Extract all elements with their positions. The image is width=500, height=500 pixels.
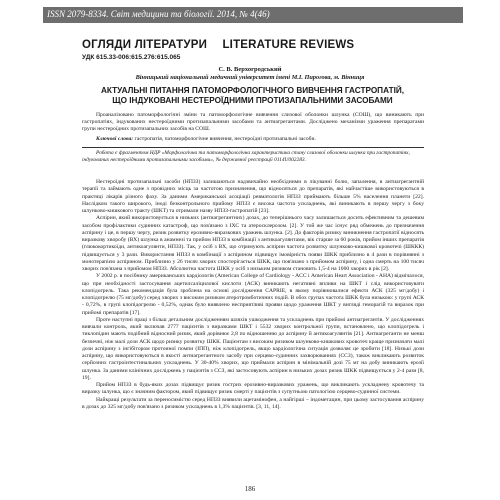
article-abstract: Проаналізовано патоморфологічні зміни та патоморфологічне вивчення слизової оболонки шлунка (СОШ), що виникають при гастропатіях, індукованих нестероїдними протизапальними засобами та антиагрегантами. Досліджено механізми ураження препаратами групи нестероїдних протизапальних засобів на СОШ. [82, 112, 424, 133]
section-title-en: LITERATURE REVIEWS [222, 39, 355, 51]
body-paragraph: Аспірин, який використовується в низьких (антиагрегантних) дозах, до теперішнього часу залишається досить ефективним та дешевим засобом профілактики судинних катастроф, що пов'язано з ІХС та атеросклерозом. [2]. У той же час існує ряд обмежень до призначення аспірину і це, в першу чергу, ризик розвитку ерозивно-виразкових уражень шлунка. [2]. До факторів ризику виникнення гастропатії відносять виразкову хворобу (ВХ) шлунка в анамнезі та прийом НПЗЗ в комбінації з антикоагулянтами, вік старше за 60 років, прийом інших препаратів (глюкокортикоїди, антикоагулянти, НПЗЗ). Так, у осіб з ВХ, що отримують аспірин частота розвитку шлунково-кишкової кровотечі (ШККК) підвищується у 3 рази. Використання НПЗЗ в комбінації з аспірином підвищує імовірність появи ШКК приблизно в 4 рази в порівнянні з монотерапією аспірином. Приблизно у 26 тисяч хворих спостерігається ШКК, що пов'язано з прийомом аспірину, і одна смерть на 100 тисяч хворих пов'язана з прийомом НПЗЗ. Абсолютна частота ШКК у осіб з низьким ризиком становить 1,5-4 на 1000 хворих в рік [2]. [82, 215, 424, 272]
page-number: 186 [244, 485, 256, 493]
article-affiliation: Вінницький національний медичний університет імені М.І. Пирогова, м. Вінниця [135, 74, 365, 81]
udk-code: УДК 615.33-006:615.276:615.065 [82, 54, 181, 61]
keywords-text: гастропатія, патоморфологічне вивчення, нестероїдні протизапальні засоби. [134, 136, 316, 142]
article-title: АКТУАЛЬНІ ПИТАННЯ ПАТОМОРФОЛОГІЧНОГО ВИВЧЕННЯ ГАСТРОПАТІЙ, ЩО ІНДУКОВАНІ НЕСТЕРОЇДНИМИ ПРОТИЗАПАЛЬНИМИ ЗАСОБАМИ [100, 86, 405, 105]
article-authors: С. В. Верхогродський [218, 66, 282, 73]
body-paragraph: Проте наступні праці з більш детальним дослідженням шляхів ушкодження та ускладнень при прийомі антиагрегантів. У дослідженнях вивчали контроль, який включав 2777 пацієнтів з виразками ШКТ і 5532 хворих контрольної групи, встановлено, що клопідогрель і тиклопідин мають подібний відносний ризик, який дорівнює 2,8 по відношенню до аспірину й антикоагулянтів [21]. Антиагреганти не менш безпечні, ніж малі дози АСК щодо ризику розвитку ШКК. Пацієнтам з високим ризиком шлунково-кишкових кровотеч краще призначати малі дози аспірину з інгібітором протонної помпи (ІПП), ніж клопідогрель, якщо кардіологічна ситуація дозволяє це зробити [18]. Низькі дози аспірину, що використовуються в якості антиагрегантного засобу при серцево-судинних захворюваннях (ССЗ), також викликають розвиток серйозних гастроінтестинальних ускладнень. У 30-40% хворих, що приймали аспірин в мінімальній дозі 75 мг на добу виникають ерозії шлунка. За даними клінічних досліджень у пацієнтів з ССЗ, які застосовують аспірин в низьких дозах ризик ШКК підвищується у 2-4 рази [8, 19]. [82, 316, 424, 381]
divider-line [82, 147, 424, 148]
body-paragraph: Найкращі результати за переносимістю серед НПЗЗ виявили ацетамінофен, а найгірші – індометацин, при цьому застосування аспірину в дозах до 325 мг/добу пов'язано з ризиком ускладнень в 1,3% пацієнтів. [3, 11, 14]. [82, 396, 424, 410]
article-body [82, 179, 424, 411]
section-heading [82, 39, 366, 51]
research-footnote: Робота є фрагментом НДР «Морфологічна та патоморфологічна характеристика стану слизової оболонки шлунка при гастропатіях, індукованих нестероїдними протизапальними засобами», № державної реєстрації 0114U002283. [82, 150, 410, 163]
body-paragraph: Нестероїдні протизапальні засоби (НПЗЗ) залишаються надзвичайно необхідними в лікуванні болю, запалення, в антиагрегантній терапії та займають одне з провідних місць за частотою призначення, що відносяться до препаратів, які найчастіше використовуються в практиці лікарів різного фаху. За даними Американської асоціації ревматологів НПЗЗ приймають більше 5% населення планети [22]. Наслідком такого широкого, іноді безконтрольного прийому НПЗЗ є висока частота ускладнень, які виникають в першу чергу з боку шлунково-кишкового тракту (ШКТ) та отримали назву НПЗЗ-гастропатій [23]. [82, 179, 424, 214]
body-paragraph: У 2002 р. в посібнику американських кардіологів (American College of Cardiology - ACC і American Heart Association - AHA) відмічалося, що при необхідності застосування ацетилсаліцилової кислоти (АСК) виникають негативні впливи на ШКТ і слід використовувати клопідогрель. Така рекомендація була зроблена на основі дослідження CAPRIE, в якому порівнювалися ефекти АСК (325 мг/добу) і клопідогрелю (75 мг/добу) серед хворих з високим ризиком атеротромботичних подій. В обох групах частота ШКК була низькою: у групі АСК - 0,72%, в групі клопідогрелю - 0,52%, однак було виявлено несприятливі прояви щодо ураження ШКТ у вигляді геморагій та виразок при прийомі препаратів [17]. [82, 273, 424, 316]
journal-header-text: ISSN 2079-8334. Світ медицини та біології. 2014, № 4(46) [47, 9, 270, 19]
keywords-label: Ключові слова: [96, 136, 134, 142]
section-title-ua: ОГЛЯДИ ЛІТЕРАТУРИ [82, 39, 208, 51]
article-keywords [82, 136, 424, 143]
journal-header-bar [43, 7, 463, 23]
body-paragraph: Прийом НПЗЗ в будь-яких дозах підвищує ризик гострих ерозивно-виразкових уражень, що викликають ускладнену кровотечу та виразку шлунка, що є значним фактором, який підвищує ризик смерті у пацієнтів з супутньою патологією серцево-судинної системи. [82, 382, 424, 396]
